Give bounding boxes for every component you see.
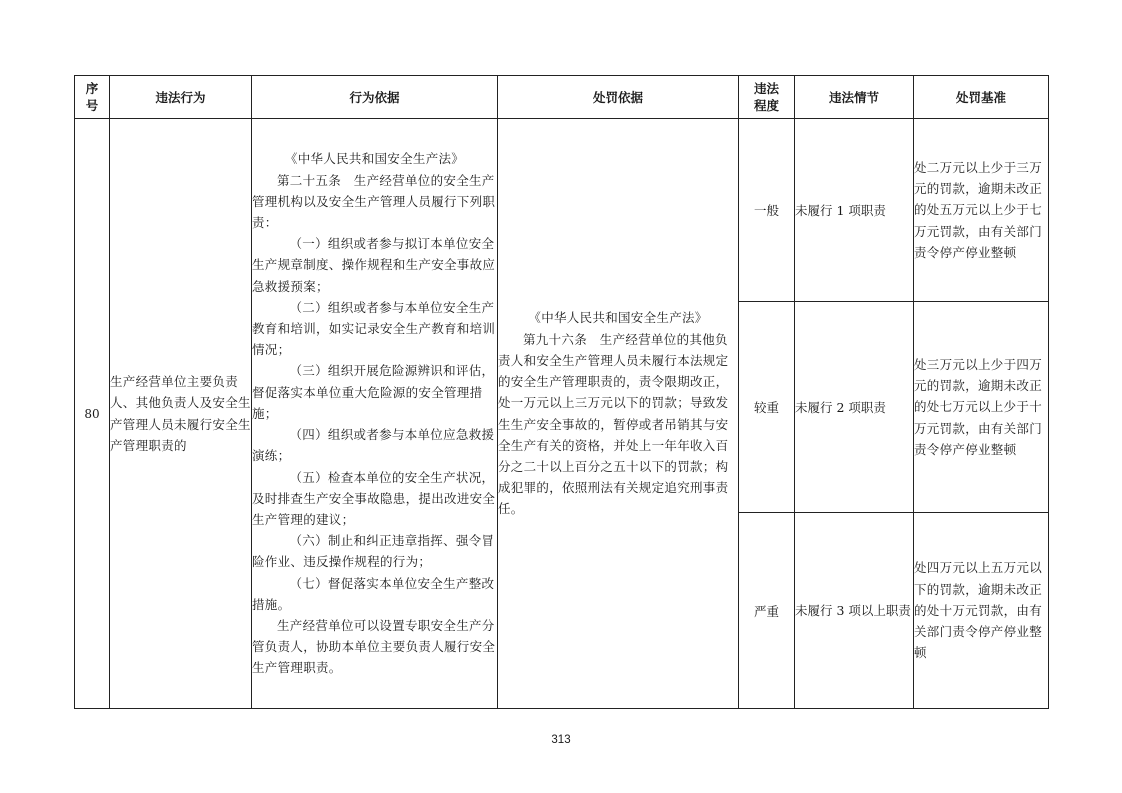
page-number: 313: [551, 734, 571, 746]
circumstance-severe: 未履行 3 项以上职责: [795, 513, 914, 709]
basis-article: 第二十五条 生产经营单位的安全生产管理机构以及安全生产管理人员履行下列职责：: [252, 172, 496, 231]
header-row: [75, 76, 1049, 119]
header-circumstance: 违法情节: [795, 76, 914, 119]
penalty-law-title: 《中华人民共和国安全生产法》: [528, 310, 708, 326]
header-penalty-basis: 处罚依据: [498, 76, 739, 119]
standard-general: 处二万元以上少于三万元的罚款，逾期未改正的处五万元以上少于七万元罚款，由有关部门责令停产停业整顿: [914, 119, 1049, 302]
standard-severe: 处四万元以上五万元以下的罚款，逾期未改正的处十万元罚款，由有关部门责令停产停业整顿: [914, 513, 1049, 709]
basis-item-1: （一）组织或者参与拟订本单位安全生产规章制度、操作规程和生产安全事故应急救援预案；: [252, 236, 496, 294]
header-degree: [739, 76, 795, 119]
basis-item-5: （五）检查本单位的安全生产状况，及时排查生产安全事故隐患，提出改进安全生产管理的建议；: [252, 469, 496, 527]
table-row: [75, 119, 1049, 302]
basis-item-7: （七）督促落实本单位安全生产整改措施。: [252, 575, 495, 612]
degree-general: 一般: [739, 119, 795, 302]
header-standard: 处罚基准: [914, 76, 1049, 119]
degree-severe: 严重: [739, 513, 795, 709]
header-violation: 违法行为: [110, 76, 252, 119]
header-seq-line2: 号: [85, 98, 99, 113]
basis-law-title: 《中华人民共和国安全生产法》: [284, 151, 465, 167]
header-degree-line1: 违法: [753, 81, 779, 96]
circumstance-general: 未履行 1 项职责: [795, 119, 914, 302]
header-seq: [75, 76, 110, 119]
penalty-basis: [498, 119, 739, 709]
basis-item-2: （二）组织或者参与本单位安全生产教育和培训，如实记录安全生产教育和培训情况；: [252, 299, 496, 358]
penalty-table: [74, 75, 1049, 709]
header-degree-line2: 程度: [753, 98, 779, 113]
basis-item-4: （四）组织或者参与本单位应急救援演练；: [252, 427, 495, 464]
header-seq-line1: 序: [85, 81, 99, 96]
degree-serious: 较重: [739, 302, 795, 513]
basis-closing: 生产经营单位可以设置专职安全生产分管负责人，协助本单位主要负责人履行安全生产管理职责。: [252, 617, 496, 676]
basis-item-3: （三）组织开展危险源辨识和评估，督促落实本单位重大危险源的安全管理措施；: [252, 363, 495, 421]
behavior-basis: [252, 119, 498, 709]
violation-description: 生产经营单位主要负责人、其他负责人及安全生产管理人员未履行安全生产管理职责的: [110, 119, 252, 709]
row-seq: 80: [75, 119, 110, 709]
circumstance-serious: 未履行 2 项职责: [795, 302, 914, 513]
penalty-article: 第九十六条 生产经营单位的其他负责人和安全生产管理人员未履行本法规定的安全生产管理职责的，责令限期改正，处一万元以上三万元以下的罚款；导致发生生产安全事故的，暂停或者吊销其与安全生产有关的资格，并处上一年年收入百分之二十以上百分之五十以下的罚款；构成犯罪的，依照刑法有关规定追究刑事责任。: [498, 331, 729, 517]
basis-item-6: （六）制止和纠正违章指挥、强令冒险作业、违反操作规程的行为；: [252, 533, 495, 570]
header-basis: 行为依据: [252, 76, 498, 119]
standard-serious: 处三万元以上少于四万元的罚款，逾期未改正的处七万元以上少于十万元罚款，由有关部门责令停产停业整顿: [914, 302, 1049, 513]
